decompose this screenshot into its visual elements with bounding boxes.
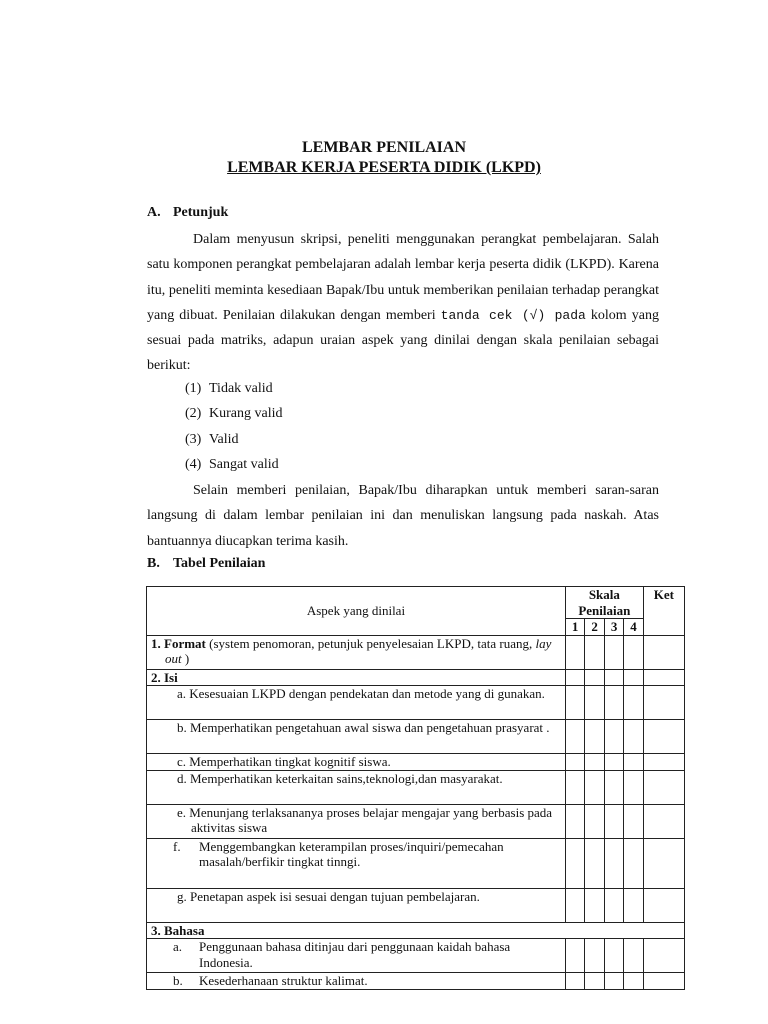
aspect-item-text: a. Kesesuaian LKPD dengan pendekatan dan metode yang di gunakan. bbox=[177, 686, 545, 701]
instruction-checkmark-text: tanda cek (√) pada bbox=[440, 307, 586, 323]
scale-number: (4) bbox=[185, 456, 202, 472]
table-row bbox=[147, 939, 685, 973]
rating-cell[interactable] bbox=[585, 939, 604, 973]
notes-cell[interactable] bbox=[643, 804, 684, 838]
aspect-item bbox=[147, 770, 566, 804]
rating-cell[interactable] bbox=[565, 686, 584, 720]
aspect-item bbox=[147, 804, 566, 838]
section-isi: 2. Isi bbox=[147, 669, 566, 686]
table-row bbox=[147, 635, 685, 669]
rating-cell[interactable] bbox=[585, 770, 604, 804]
table-row bbox=[147, 754, 685, 771]
rating-cell[interactable] bbox=[604, 754, 623, 771]
rating-cell[interactable] bbox=[565, 754, 584, 771]
rating-cell[interactable] bbox=[565, 635, 584, 669]
notes-cell[interactable] bbox=[643, 973, 684, 990]
scale-item bbox=[185, 452, 282, 477]
rating-cell[interactable] bbox=[624, 804, 643, 838]
document-subtitle: LEMBAR KERJA PESERTA DIDIK (LKPD) bbox=[227, 159, 541, 176]
rating-cell[interactable] bbox=[565, 838, 584, 888]
header-rating-scale: Skala Penilaian bbox=[565, 587, 643, 619]
rating-cell[interactable] bbox=[604, 770, 623, 804]
rating-cell[interactable] bbox=[585, 888, 604, 922]
aspect-item bbox=[147, 939, 566, 973]
aspect-item-letter: a. bbox=[173, 939, 183, 954]
notes-cell[interactable] bbox=[643, 720, 684, 754]
section-b-heading bbox=[147, 556, 265, 572]
rating-cell[interactable] bbox=[585, 804, 604, 838]
scale-number-4: 4 bbox=[624, 619, 643, 636]
notes-cell[interactable] bbox=[643, 635, 684, 669]
section-b-title: Tabel Penilaian bbox=[173, 556, 266, 571]
notes-cell[interactable] bbox=[643, 754, 684, 771]
scale-number-1: 1 bbox=[565, 619, 584, 636]
rating-cell[interactable] bbox=[624, 939, 643, 973]
scale-label: Sangat valid bbox=[209, 456, 279, 472]
aspect-item bbox=[147, 973, 566, 990]
aspect-item-text: g. Penetapan aspek isi sesuai dengan tujuan pembelajaran. bbox=[177, 888, 480, 904]
rating-cell[interactable] bbox=[604, 973, 623, 990]
aspect-item-text: c. Memperhatikan tingkat kognitif siswa. bbox=[177, 754, 391, 769]
scale-item bbox=[185, 401, 282, 426]
rating-cell[interactable] bbox=[565, 720, 584, 754]
aspect-item bbox=[147, 888, 566, 922]
rating-cell[interactable] bbox=[604, 635, 623, 669]
aspect-format bbox=[147, 635, 566, 669]
assessment-table bbox=[146, 586, 685, 990]
aspect-item-text: Menggembangkan keterampilan proses/inquiri/pemecahan masalah/berfikir tingkat tinngi. bbox=[199, 838, 504, 869]
rating-cell[interactable] bbox=[624, 770, 643, 804]
scale-label: Kurang valid bbox=[209, 406, 283, 422]
table-section-row bbox=[147, 669, 685, 686]
aspect-item-text: d. Memperhatikan keterkaitan sains,teknologi,dan masyarakat. bbox=[177, 770, 503, 786]
scale-item bbox=[185, 427, 282, 452]
table-row bbox=[147, 973, 685, 990]
section-a-heading bbox=[147, 205, 228, 221]
aspect-format-end: ) bbox=[181, 651, 190, 666]
notes-cell[interactable] bbox=[643, 770, 684, 804]
notes-cell[interactable] bbox=[643, 939, 684, 973]
rating-cell[interactable] bbox=[624, 720, 643, 754]
table-header-row bbox=[147, 587, 685, 619]
section-bahasa: 3. Bahasa bbox=[147, 922, 685, 939]
rating-cell[interactable] bbox=[604, 939, 623, 973]
rating-cell[interactable] bbox=[604, 838, 623, 888]
aspect-format-desc: (system penomoran, petunjuk penyelesaian LKPD, tata ruang, bbox=[205, 635, 536, 651]
aspect-item bbox=[147, 720, 566, 754]
table-row bbox=[147, 888, 685, 922]
scale-label: Valid bbox=[209, 431, 239, 447]
rating-cell[interactable] bbox=[565, 804, 584, 838]
table-section-row bbox=[147, 922, 685, 939]
rating-cell[interactable] bbox=[604, 686, 623, 720]
section-a-number: A. bbox=[147, 205, 161, 220]
table-row bbox=[147, 804, 685, 838]
rating-cell[interactable] bbox=[604, 804, 623, 838]
aspect-item-text: Kesederhanaan struktur kalimat. bbox=[199, 973, 368, 988]
rating-cell[interactable] bbox=[585, 973, 604, 990]
table-row bbox=[147, 686, 685, 720]
rating-cell[interactable] bbox=[624, 973, 643, 990]
rating-cell[interactable] bbox=[565, 939, 584, 973]
table-row bbox=[147, 720, 685, 754]
rating-cell[interactable] bbox=[585, 838, 604, 888]
aspect-item-text: b. Memperhatikan pengetahuan awal siswa dan pengetahuan prasyarat . bbox=[177, 720, 550, 735]
aspect-item bbox=[147, 686, 566, 720]
scale-item bbox=[185, 376, 282, 401]
aspect-item-text: e. Menunjang terlaksananya proses belajar mengajar yang berbasis pada aktivitas siswa bbox=[177, 804, 553, 835]
rating-cell[interactable] bbox=[604, 888, 623, 922]
rating-cell[interactable] bbox=[604, 720, 623, 754]
aspect-item-letter: b. bbox=[173, 973, 183, 988]
table-row bbox=[147, 770, 685, 804]
scale-number-3: 3 bbox=[604, 619, 623, 636]
aspect-item-letter: f. bbox=[173, 838, 181, 854]
rating-cell[interactable] bbox=[624, 754, 643, 771]
scale-number: (2) bbox=[185, 406, 202, 422]
rating-cell[interactable] bbox=[585, 754, 604, 771]
aspect-item-text: Penggunaan bahasa ditinjau dari penggunaan kaidah bahasa Indonesia. bbox=[199, 939, 511, 970]
notes-cell[interactable] bbox=[643, 888, 684, 922]
scale-number-2: 2 bbox=[585, 619, 604, 636]
notes-cell[interactable] bbox=[643, 686, 684, 720]
aspect-item bbox=[147, 754, 566, 771]
closing-paragraph: Selain memberi penilaian, Bapak/Ibu diharapkan untuk memberi saran-saran langsung di dalam lembar penilaian ini dan menuliskan langsung pada naskah. Atas bantuannya diucapkan terima kasih. bbox=[147, 483, 659, 549]
rating-cell[interactable] bbox=[624, 838, 643, 888]
aspect-format-title: 1. Format bbox=[151, 635, 206, 651]
aspect-format-italic: lay out bbox=[165, 635, 552, 666]
rating-cell[interactable] bbox=[585, 720, 604, 754]
section-a-title: Petunjuk bbox=[173, 205, 229, 220]
header-aspect: Aspek yang dinilai bbox=[147, 587, 566, 636]
instruction-text-1: Dalam menyusun skripsi, peneliti menggunakan perangkat pembelajaran. Salah satu komponen perangkat pembelajaran adalah lembar kerja peserta didik (LKPD). Karena itu, peneliti meminta kesediaan Bapak/Ibu untuk memberikan penilaian terhadap perangkat yang dibuat. Penilaian dilakukan dengan memberi bbox=[147, 232, 659, 323]
aspect-item bbox=[147, 838, 566, 888]
rating-scale-list bbox=[185, 376, 282, 477]
notes-cell[interactable] bbox=[643, 838, 684, 888]
scale-number: (3) bbox=[185, 431, 202, 447]
rating-cell[interactable] bbox=[624, 686, 643, 720]
scale-number: (1) bbox=[185, 381, 202, 396]
rating-cell[interactable] bbox=[565, 770, 584, 804]
instruction-paragraph bbox=[147, 227, 659, 379]
section-b-number: B. bbox=[147, 556, 160, 571]
rating-cell[interactable] bbox=[585, 635, 604, 669]
rating-cell[interactable] bbox=[565, 888, 584, 922]
rating-cell[interactable] bbox=[624, 635, 643, 669]
document-title: LEMBAR PENILAIAN bbox=[301, 139, 466, 156]
header-notes: Ket bbox=[643, 587, 684, 636]
scale-label: Tidak valid bbox=[209, 381, 273, 396]
rating-cell[interactable] bbox=[624, 888, 643, 922]
rating-cell[interactable] bbox=[565, 973, 584, 990]
instruction-text-2: kolom yang sesuai pada matriks, adapun uraian aspek yang dinilai dengan skala penilaian sebagai berikut: bbox=[147, 307, 659, 374]
table-row bbox=[147, 838, 685, 888]
rating-cell[interactable] bbox=[585, 686, 604, 720]
